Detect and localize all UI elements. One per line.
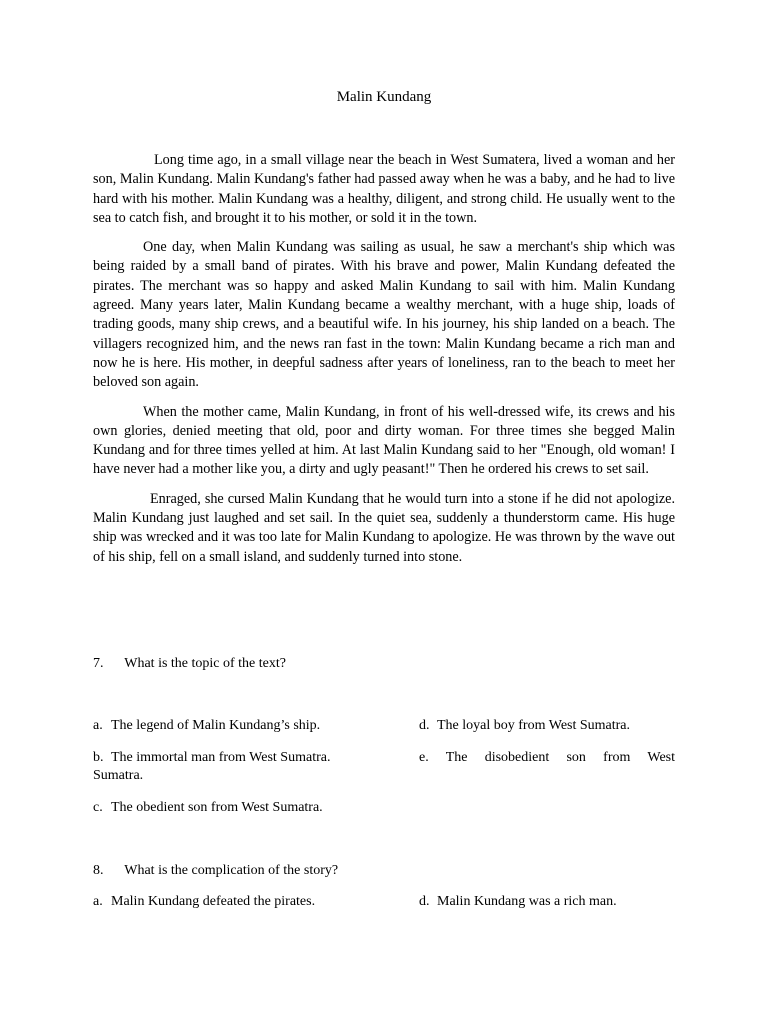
- option-letter: d.: [419, 718, 430, 733]
- question-7: [93, 655, 675, 673]
- option-7b: [93, 749, 383, 767]
- option-letter: c.: [93, 800, 103, 815]
- option-letter: a.: [93, 894, 103, 909]
- story-paragraph-3: When the mother came, Malin Kundang, in front of his well-dressed wife, its crews and his own glories, denied meeting that old, poor and dirty woman. For three times she begged Malin Kundang and for three times yelled at him. At last Malin Kundang said to her "Enough, old woman! I have never had a mother like you, a dirty and ugly peasant!" Then he ordered his crews to set sail.: [93, 403, 675, 478]
- option-7a: [93, 717, 383, 735]
- option-text: The legend of Malin Kundang’s ship.: [111, 718, 321, 733]
- story-paragraph-4: Enraged, she cursed Malin Kundang that he would turn into a stone if he did not apologize. Malin Kundang just laughed and set sail. In the quiet sea, suddenly a thunderstorm came. His huge ship was wrecked and it was too late for Malin Kundang to apologize. He was thrown by the wave out of his ship, fell on a small island, and suddenly turned into stone.: [93, 490, 675, 565]
- question-text: What is the topic of the text?: [124, 656, 286, 671]
- option-text: The loyal boy from West Sumatra.: [437, 718, 631, 733]
- story-paragraph-1: Long time ago, in a small village near the beach in West Sumatera, lived a woman and her son, Malin Kundang. Malin Kundang's father had passed away when he was a baby, and he had to live hard with his mother. Malin Kundang was a healthy, diligent, and strong child. He usually went to the sea to catch fish, and brought it to his mother, or sold it in the town.: [93, 152, 675, 226]
- option-text: The obedient son from West Sumatra.: [111, 800, 323, 815]
- option-7d: [419, 717, 675, 735]
- question-8: [93, 862, 675, 880]
- option-7e-continuation: Sumatra.: [93, 768, 144, 783]
- question-text: What is the complication of the story?: [124, 863, 339, 878]
- option-7e: [419, 749, 675, 767]
- option-letter: a.: [93, 718, 103, 733]
- option-letter: e.: [419, 750, 429, 765]
- question-number: 8.: [93, 863, 104, 878]
- story-body: [93, 151, 675, 577]
- option-text: Malin Kundang was a rich man.: [437, 894, 617, 909]
- option-8d: [419, 893, 675, 911]
- option-text: The disobedient son from West: [445, 750, 675, 765]
- option-letter: b.: [93, 750, 104, 765]
- option-text: Malin Kundang defeated the pirates.: [111, 894, 316, 909]
- option-8a: [93, 893, 383, 911]
- option-text: The immortal man from West Sumatra.: [111, 750, 331, 765]
- question-number: 7.: [93, 656, 104, 671]
- option-7c: [93, 799, 383, 817]
- option-letter: d.: [419, 894, 430, 909]
- story-paragraph-2: One day, when Malin Kundang was sailing as usual, he saw a merchant's ship which was being raided by a small band of pirates. With his brave and power, Malin Kundang defeated the pirates. The merchant was so happy and asked Malin Kundang to sail with him. Malin Kundang agreed. Many years later, Malin Kundang became a wealthy merchant, with a huge ship, loads of trading goods, many ship crews, and a beautiful wife. In his journey, his ship landed on a beach. The villagers recognized him, and the news ran fast in the town: Malin Kundang became a rich man and now he is here. His mother, in deepful sadness after years of loneliness, ran to the beach to meet her beloved son again.: [93, 239, 675, 391]
- document-title: Malin Kundang: [336, 89, 432, 105]
